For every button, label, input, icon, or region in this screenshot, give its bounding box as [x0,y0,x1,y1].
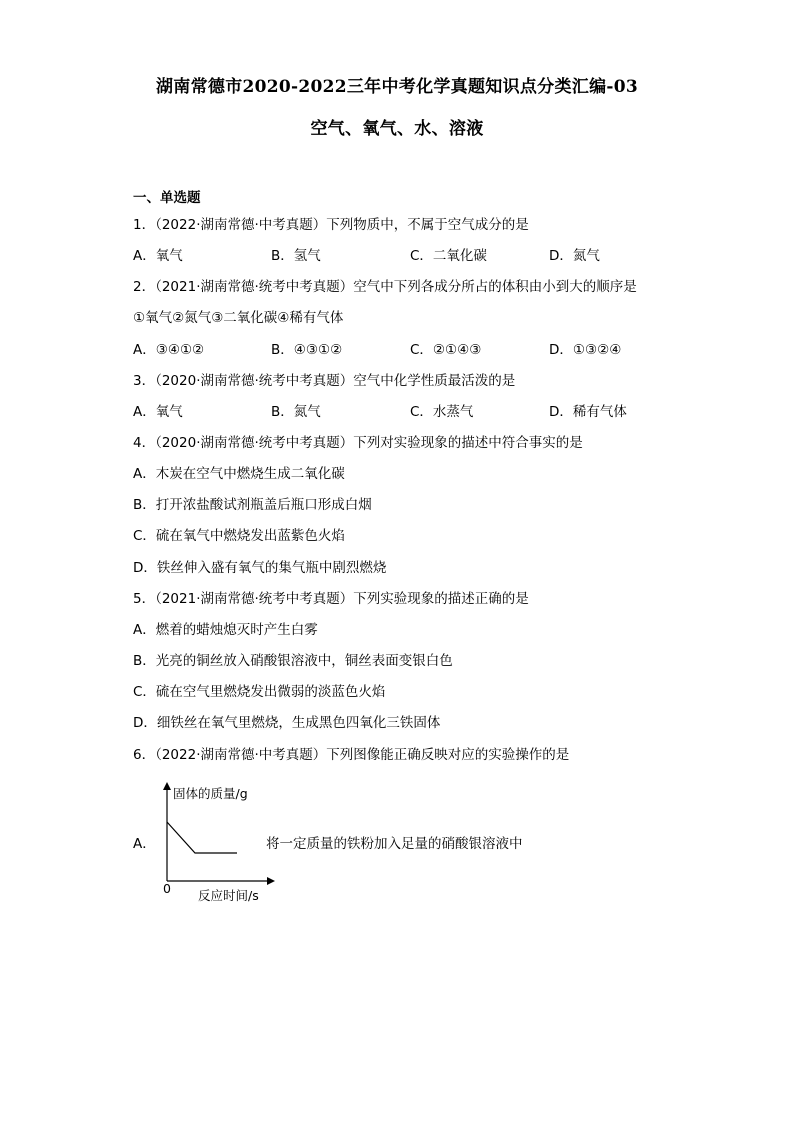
q3-option-c: C．水蒸气 [410,404,474,420]
q1-option-d: D．氮气 [549,248,600,264]
question-3-stem: 3．（2020·湖南常德·统考中考真题）空气中化学性质最活泼的是 [133,373,516,389]
q4-option-b: B．打开浓盐酸试剂瓶盖后瓶口形成白烟 [133,497,372,513]
q2-option-c: C．②①④③ [410,342,482,358]
graph-y-label: 固体的质量/g [173,786,248,801]
q5-option-c: C．硫在空气里燃烧发出微弱的淡蓝色火焰 [133,684,386,700]
question-6-stem: 6．（2022·湖南常德·中考真题）下列图像能正确反映对应的实验操作的是 [133,747,570,763]
q3-option-b: B．氮气 [271,404,321,420]
q2-option-d: D．①③②④ [549,342,622,358]
q1-option-c: C．二氧化碳 [410,248,487,264]
q4-option-c: C．硫在氧气中燃烧发出蓝紫色火焰 [133,528,345,544]
q6-option-a-label: A． [133,836,156,852]
q3-option-d: D．稀有气体 [549,404,627,420]
question-4-stem: 4．（2020·湖南常德·统考中考真题）下列对实验现象的描述中符合事实的是 [133,435,583,451]
q5-option-a: A．燃着的蜡烛熄灭时产生白雾 [133,622,318,638]
graph-origin-label: 0 [163,881,171,896]
page-title-line2: 空气、氧气、水、溶液 [310,119,484,139]
q6-option-a-text: 将一定质量的铁粉加入足量的硝酸银溶液中 [266,836,523,852]
q5-option-d: D．细铁丝在氧气里燃烧，生成黑色四氧化三铁固体 [133,715,441,731]
q5-option-b: B．光亮的铜丝放入硝酸银溶液中，铜丝表面变银白色 [133,653,453,669]
page-title-line1: 湖南常德市2020-2022三年中考化学真题知识点分类汇编-03 [156,77,638,97]
graph-x-label: 反应时间/s [198,888,259,903]
q3-option-a: A．氧气 [133,404,183,420]
q4-option-a: A．木炭在空气中燃烧生成二氧化碳 [133,466,345,482]
q4-option-d: D．铁丝伸入盛有氧气的集气瓶中剧烈燃烧 [133,560,387,576]
question-2-stem: 2．（2021·湖南常德·统考中考真题）空气中下列各成分所占的体积由小到大的顺序是 [133,279,637,295]
q2-option-a: A．③④①② [133,342,205,358]
q2-option-b: B．④③①② [271,342,343,358]
question-5-stem: 5．（2021·湖南常德·统考中考真题）下列实验现象的描述正确的是 [133,591,529,607]
q1-option-b: B．氢气 [271,248,321,264]
q1-option-a: A．氧气 [133,248,183,264]
question-1-stem: 1．（2022·湖南常德·中考真题）下列物质中，不属于空气成分的是 [133,217,529,233]
graph-curve [167,822,237,853]
section-heading: 一、单选题 [133,190,201,206]
question-2-sub: ①氧气②氮气③二氧化碳④稀有气体 [133,310,344,326]
